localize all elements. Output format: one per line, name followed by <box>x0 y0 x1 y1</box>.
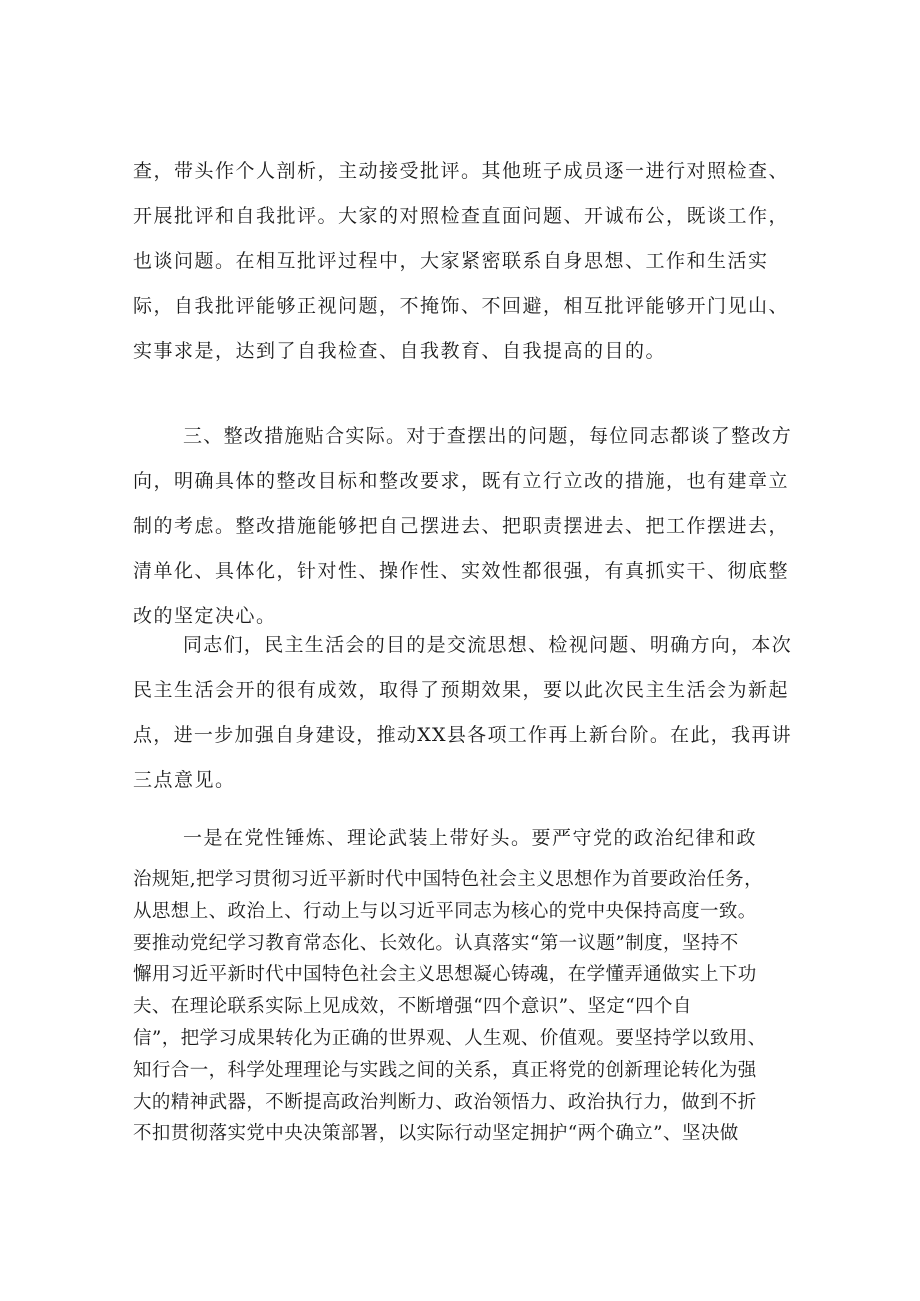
text-line: 向，明确具体的整改目标和整改要求，既有立行立改的措施，也有建章立 <box>133 470 790 492</box>
text-line: 不扣贯彻落实党中央决策部署，以实际行动坚定拥护“两个确立”、坚决做 <box>133 1123 739 1145</box>
text-line: 一是在党性锤炼、理论武装上带好头。要严守党的政治纪律和政 <box>183 827 758 849</box>
text-line: 信”，把学习成果转化为正确的世界观、人生观、价值观。要坚持学以致用、 <box>133 1027 767 1049</box>
text-line: 从思想上、政治上、行动上与以习近平同志为核心的党中央保持高度一致。 <box>133 900 757 922</box>
paragraph-rectification-measures <box>133 414 795 639</box>
text-line: 大的精神武器，不断提高政治判断力、政治领悟力、政治执行力，做到不折 <box>133 1091 757 1113</box>
text-line: 清单化、具体化，针对性、操作性、实效性都很强，有真抓实干、彻底整 <box>133 560 790 582</box>
text-line: 要推动党纪学习教育常态化、长效化。认真落实“第一议题”制度，坚持不 <box>133 932 739 954</box>
text-line: 夫、在理论联系实际上见成效，不断增强“四个意识”、坚定“四个自 <box>133 996 692 1018</box>
paragraph-point-one-heading <box>133 816 795 861</box>
paragraph-point-one-body <box>133 864 795 1150</box>
text-line: 际，自我批评能够正视问题，不掩饰、不回避，相互批评能够开门见山、 <box>133 295 790 317</box>
text-line: 三点意见。 <box>133 769 236 791</box>
text-line: 实事求是，达到了自我检查、自我教育、自我提高的目的。 <box>133 340 667 362</box>
text-line: 三、整改措施贴合实际。对于查摆出的问题，每位同志都谈了整改方 <box>183 425 793 447</box>
text-line: 治规矩,把学习贯彻习近平新时代中国特色社会主义思想作为首要政治任务， <box>133 869 763 890</box>
text-line: 查，带头作个人剖析，主动接受批评。其他班子成员逐一进行对照检查、 <box>133 160 790 182</box>
paragraph-comrades <box>133 623 795 803</box>
text-line: 知行合一，科学处理理论与实践之间的关系，真正将党的创新理论转化为强 <box>133 1059 757 1081</box>
text-line: 民主生活会开的很有成效，取得了预期效果，要以此次民主生活会为新起 <box>133 679 790 701</box>
text-line: 也谈问题。在相互批评过程中，大家紧密联系自身思想、工作和生活实 <box>133 250 769 272</box>
text-line: 改的坚定决心。 <box>133 605 277 627</box>
paragraph-self-criticism <box>133 149 795 374</box>
text-line: 制的考虑。整改措施能够把自己摆进去、把职责摆进去、把工作摆进去， <box>133 515 790 537</box>
text-line: 开展批评和自我批评。大家的对照检查直面问题、开诚布公，既谈工作， <box>133 205 790 227</box>
text-line: 同志们，民主生活会的目的是交流思想、检视问题、明确方向，本次 <box>183 634 793 656</box>
text-line: 点，进一步加强自身建设，推动XX县各项工作再上新台阶。在此，我再讲 <box>133 724 792 746</box>
text-line: 懈用习近平新时代中国特色社会主义思想凝心铸魂，在学懂弄通做实上下功 <box>133 964 757 986</box>
